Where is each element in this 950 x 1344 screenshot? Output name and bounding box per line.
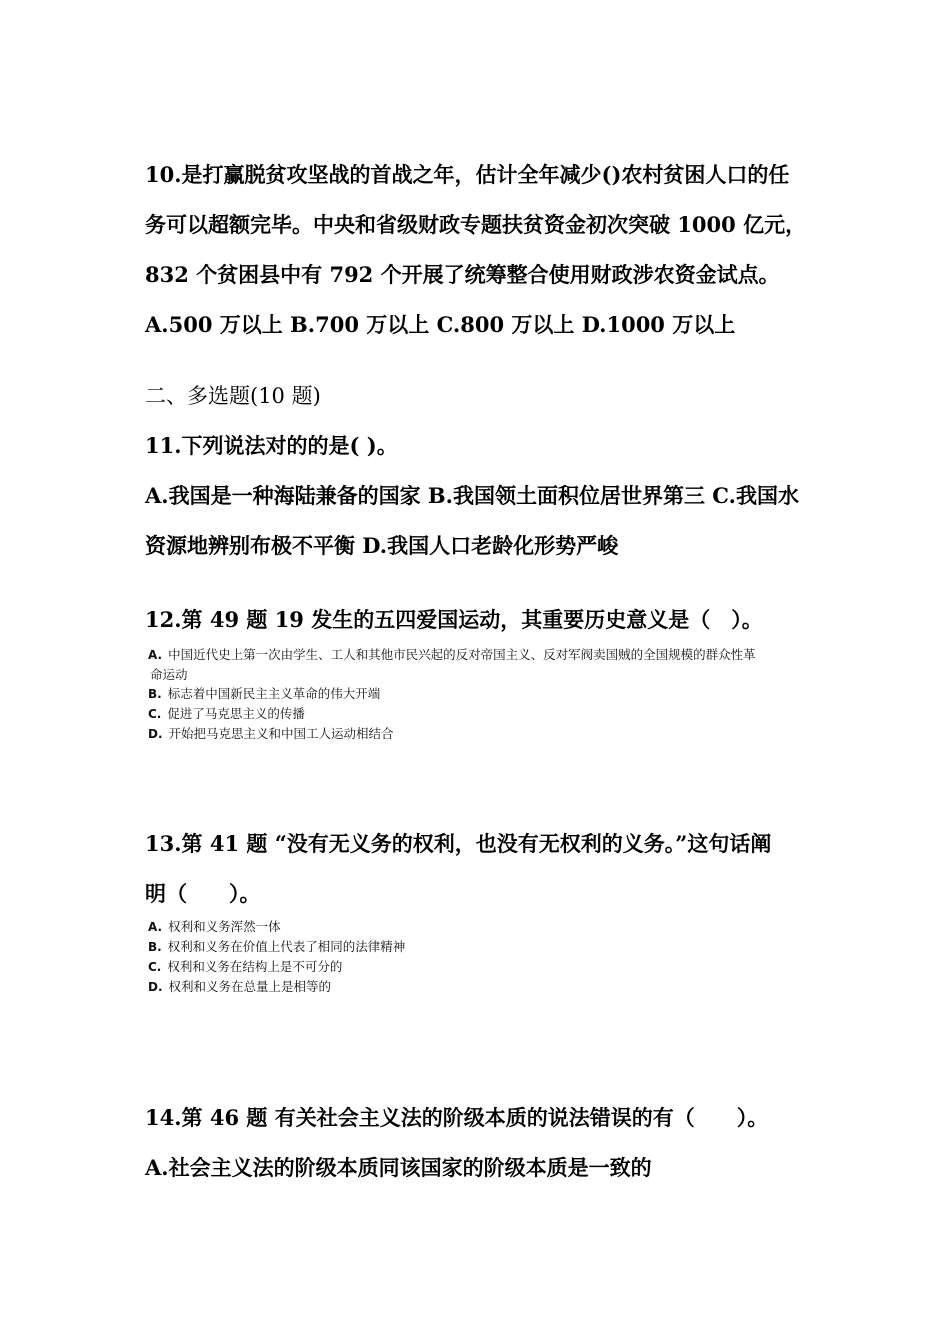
q13-option-a: A. 权利和义务浑然一体 <box>148 919 281 934</box>
q11-options-line-1: A.我国是一种海陆兼备的国家 B.我国领土面积位居世界第三 C.我国水 <box>145 483 799 508</box>
q13-option-b: B. 权利和义务在价值上代表了相同的法律精神 <box>148 939 406 954</box>
q13-option-d: D. 权利和义务在总量上是相等的 <box>148 979 332 994</box>
q13-stem-line-2: 明（ ）。 <box>145 881 261 906</box>
q13-stem-line-1: 13.第 41 题 “没有无义务的权利，也没有无权利的义务。”这句话阐 <box>145 831 772 856</box>
q10-stem-line-1: 10.是打赢脱贫攻坚战的首战之年，估计全年减少()农村贫困人口的任 <box>145 162 790 187</box>
q10-stem-line-2: 务可以超额完毕。中央和省级财政专题扶贫资金初次突破 1000 亿元， <box>145 212 807 237</box>
q12-options <box>148 645 818 744</box>
q10-options: A.500 万以上 B.700 万以上 C.800 万以上 D.1000 万以上 <box>145 312 736 337</box>
q12-option-a: A. 中国近代史上第一次由学生、工人和其他市民兴起的反对帝国主义、反对军阀卖国贼的全国规模的群众性革 <box>148 647 756 662</box>
q11-options-line-2: 资源地辨别布极不平衡 D.我国人口老龄化形势严峻 <box>145 533 619 558</box>
q10-stem-line-3: 832 个贫困县中有 792 个开展了统筹整合使用财政涉农资金试点。 <box>145 262 780 287</box>
q11-stem: 11.下列说法对的的是( )。 <box>145 433 398 458</box>
q13-option-c: C. 权利和义务在结构上是不可分的 <box>148 959 343 974</box>
q12-option-c: C. 促进了马克思主义的传播 <box>148 706 305 721</box>
q12-option-b: B. 标志着中国新民主主义革命的伟大开端 <box>148 686 381 701</box>
q13-options <box>148 917 818 997</box>
q14-stem: 14.第 46 题 有关社会主义法的阶级本质的说法错误的有（ ）。 <box>145 1105 769 1130</box>
q12-stem: 12.第 49 题 19 发生的五四爱国运动，其重要历史意义是（ ）。 <box>145 607 763 632</box>
q12-option-d: D. 开始把马克思主义和中国工人运动相结合 <box>148 726 394 741</box>
q14-option-a: A.社会主义法的阶级本质同该国家的阶级本质是一致的 <box>145 1155 652 1180</box>
q12-option-a-continued: 命运动 <box>150 667 188 682</box>
section-heading-multiple-choice: 二、多选题(10 题) <box>145 384 321 408</box>
